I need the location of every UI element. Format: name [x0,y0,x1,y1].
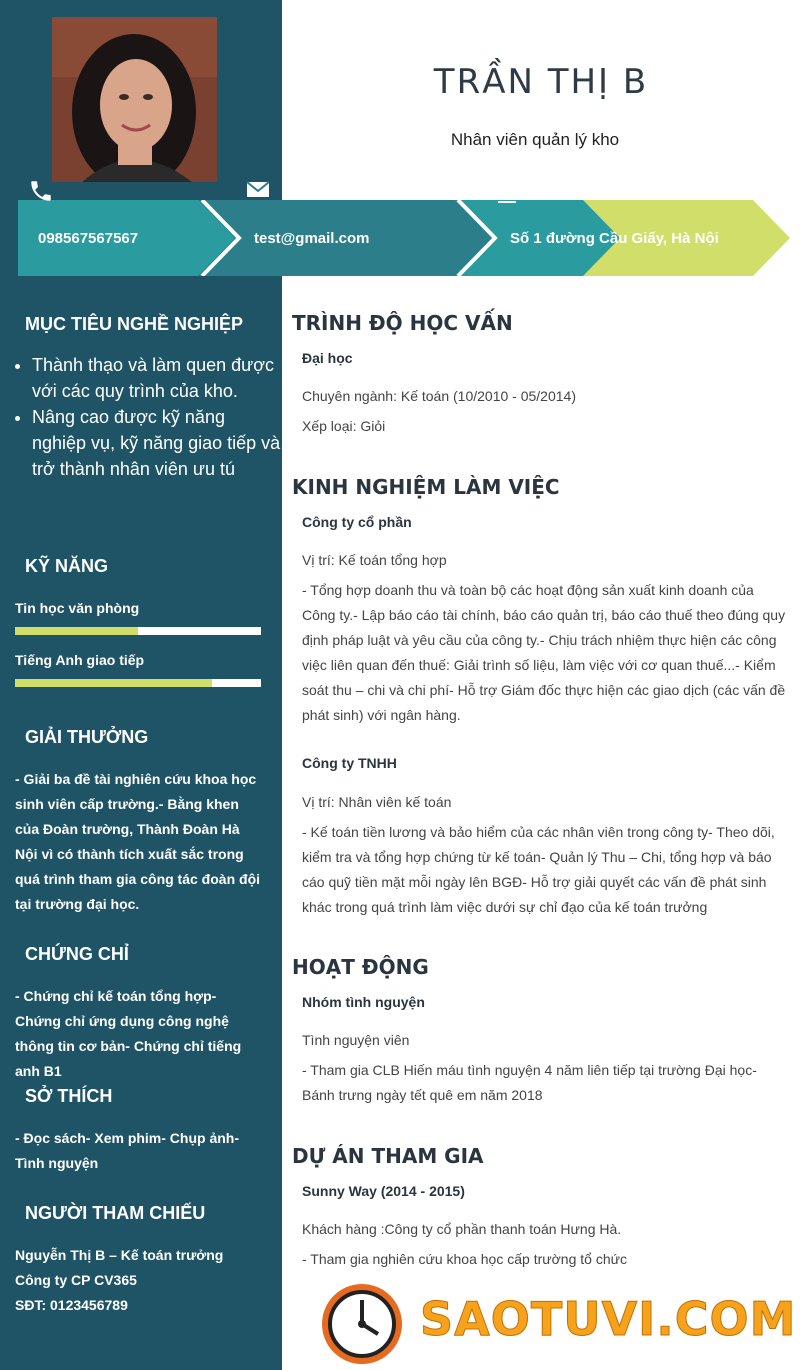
activity-org: Nhóm tình nguyện [302,994,425,1010]
reference-line: Nguyễn Thị B – Kế toán trưởng [15,1247,224,1263]
job-position: Vị trí: Nhân viên kế toán [302,794,452,810]
job-description: - Kế toán tiền lương và bảo hiểm của các nhân viên trong công ty- Theo dõi, kiểm tra và tổng hợp chứng từ kế toán- Quản lý Thu – Chi, tổng hợp và báo cáo quỹ tiền mặt mỗi ngày lên BGĐ- Hỗ trợ giải quyết các vấn đề phát sinh khác trong quá trình làm việc dưới sự chỉ đạo của kế toán trưởng [302,824,775,915]
contact-bar [18,200,798,276]
skill-bar [15,627,261,635]
phone-number[interactable]: 098567567567 [38,229,139,247]
project-client: Khách hàng :Công ty cổ phần thanh toán Hưng Hà. [302,1221,622,1237]
activities-title: HOẠT ĐỘNG [292,955,429,979]
reference-line: SĐT: 0123456789 [15,1297,128,1313]
objective-list [12,352,284,482]
job-company: Công ty TNHH [302,755,397,771]
education-title: TRÌNH ĐỘ HỌC VẤN [292,311,513,335]
phone-icon [28,178,54,204]
objective-item: • Nâng cao được kỹ năng nghiệp vụ, kỹ năng giao tiếp và trở thành nhân viên ưu tú [32,404,284,482]
skill-label: Tin học văn phòng [15,600,140,616]
objective-title: MỤC TIÊU NGHỀ NGHIỆP [25,314,244,334]
skill-bar [15,679,261,687]
skill-bar-fill [15,627,138,635]
contact-phone [28,200,138,276]
activity-description: - Tham gia CLB Hiến máu tình nguyện 4 năm liên tiếp tại trường Đại học- Bánh trưng ngày tết quê em năm 2018 [302,1062,757,1103]
awards-text: - Giải ba đề tài nghiên cứu khoa học sinh viên cấp trường.- Bằng khen của Đoàn trường, Thành Đoàn Hà Nội vì có thành tích xuất sắc trong quá trình tham gia công tác đoàn đội tại trường đại học. [15,771,261,912]
skill-bar-fill [15,679,212,687]
project-description: - Tham gia nghiên cứu khoa học cấp trường tổ chức [302,1251,627,1267]
project-name: Sunny Way (2014 - 2015) [302,1183,465,1199]
job-company: Công ty cổ phần [302,514,412,530]
education-level: Đại học [302,350,353,366]
contact-address [496,200,719,276]
references-title: NGƯỜI THAM CHIẾU [25,1203,206,1223]
objective-item: • Thành thạo và làm quen được với các quy trình của kho. [32,352,284,404]
experience-title: KINH NGHIỆM LÀM VIỆC [292,475,560,499]
watermark [320,1284,800,1364]
email-address[interactable]: test@gmail.com [254,229,370,247]
awards-title: GIẢI THƯỞNG [25,727,149,747]
education-grade: Xếp loại: Giỏi [302,418,386,434]
skills-title: KỸ NĂNG [25,556,109,576]
watermark-text: SAOTUVI.COM [420,1292,797,1346]
clock-icon [320,1282,404,1366]
certificates-text: - Chứng chỉ kế toán tổng hợp- Chứng chỉ ứng dụng công nghệ thông tin cơ bản- Chứng chỉ tiếng anh B1 [15,988,242,1079]
location-pin-icon [496,178,518,204]
email-icon [246,178,270,200]
avatar [52,17,217,182]
hobbies-title: SỞ THÍCH [25,1086,113,1106]
job-position: Vị trí: Kế toán tổng hợp [302,552,447,568]
skill-label: Tiếng Anh giao tiếp [15,652,145,668]
reference-line: Công ty CP CV365 [15,1272,137,1288]
candidate-name: TRẦN THỊ B [433,62,649,102]
hobbies-text: - Đọc sách- Xem phim- Chụp ảnh- Tình nguyện [15,1130,240,1171]
education-major: Chuyên ngành: Kế toán (10/2010 - 05/2014) [302,388,576,404]
activity-role: Tình nguyện viên [302,1032,410,1048]
contact-email [246,200,370,276]
job-description: - Tổng hợp doanh thu và toàn bộ các hoạt động sản xuất kinh doanh của Công ty.- Lập báo cáo tài chính, báo cáo quản trị, báo cáo thuế theo đúng quy định pháp luật và yêu cầu của công ty.- Chịu trách nhiệm thực hiện các công việc liên quan đến thuế: Giải trình số liệu, làm việc với cơ quan thuế...- Kiểm soát thu – chi và chi phí- Hỗ trợ Giám đốc thực hiện các giao dịch (các vấn đề phát sinh) với ngân hàng. [302,582,786,723]
projects-title: DỰ ÁN THAM GIA [292,1144,484,1168]
certificates-title: CHỨNG CHỈ [25,944,129,964]
job-title: Nhân viên quản lý kho [450,130,620,149]
address-text: Số 1 đường Cầu Giấy, Hà Nội [510,229,719,247]
